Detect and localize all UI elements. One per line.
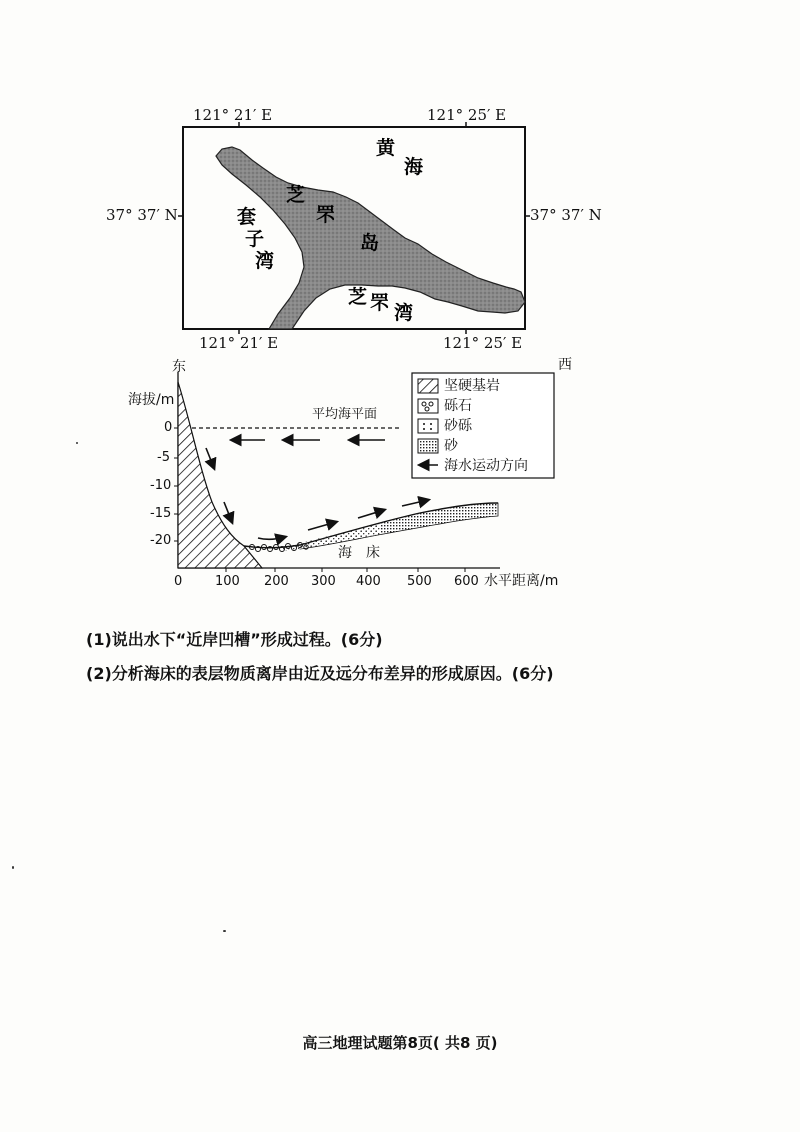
- x-tick-0: 0: [174, 574, 183, 589]
- legend-bedrock: 坚硬基岩: [444, 378, 500, 394]
- question-2: (2)分析海床的表层物质离岸由近及远分布差异的形成原因。(6分): [86, 664, 554, 683]
- legend-sandy-gravel: 砂砾: [444, 418, 472, 434]
- x-tick-500: 500: [407, 574, 432, 589]
- question-1: (1)说出水下“近岸凹槽”形成过程。(6分): [86, 630, 383, 649]
- legend-sand: 砂: [444, 438, 458, 454]
- zhifu-island-label-3: 岛: [360, 232, 380, 254]
- zhifu-bay-label-1: 芝: [348, 286, 368, 308]
- taozi-bay-label-2: 子: [245, 228, 265, 250]
- yellow-sea-label-2: 海: [404, 156, 424, 178]
- x-tick-300: 300: [311, 574, 336, 589]
- x-tick-400: 400: [356, 574, 381, 589]
- scan-speck: [12, 866, 14, 869]
- mean-sea-level-label: 平均海平面: [312, 407, 378, 422]
- legend-arrow: 海水运动方向: [444, 458, 528, 474]
- y-axis-label: 海拔/m: [128, 392, 175, 408]
- yellow-sea-label-1: 黄: [376, 137, 396, 159]
- lon-top-right: 121° 25′ E: [427, 106, 507, 124]
- scan-speck: [76, 442, 78, 444]
- y-tick-20: -20: [150, 533, 172, 548]
- x-tick-600: 600: [454, 574, 479, 589]
- west-label: 西: [558, 357, 572, 373]
- scan-speck: [223, 930, 226, 932]
- page-footer: 高三地理试题第8页( 共8 页): [302, 1034, 498, 1052]
- zhifu-bay-label-3: 湾: [394, 302, 414, 324]
- east-label: 东: [172, 359, 186, 375]
- x-tick-100: 100: [215, 574, 240, 589]
- x-axis-label: 水平距离/m: [484, 573, 559, 589]
- lon-top-left: 121° 21′ E: [193, 106, 273, 124]
- zhifu-island-label-2: 罘: [316, 204, 336, 226]
- taozi-bay-label-3: 湾: [255, 250, 275, 272]
- y-tick-5: -5: [157, 450, 170, 465]
- lat-left: 37° 37′ N: [106, 206, 178, 224]
- lon-bottom-right: 121° 25′ E: [443, 334, 523, 352]
- seabed-label: 海 床: [338, 545, 380, 561]
- lon-bottom-left: 121° 21′ E: [199, 334, 279, 352]
- taozi-bay-label-1: 套: [237, 206, 257, 228]
- y-tick-10: -10: [150, 478, 172, 493]
- legend-gravel: 砾石: [444, 398, 472, 414]
- lat-right: 37° 37′ N: [530, 206, 602, 224]
- zhifu-bay-label-2: 罘: [370, 292, 390, 314]
- zhifu-island-label-1: 芝: [286, 184, 306, 206]
- y-tick-0: 0: [164, 420, 173, 435]
- bedrock-shape: [178, 382, 262, 568]
- y-tick-15: -15: [150, 506, 172, 521]
- x-tick-200: 200: [264, 574, 289, 589]
